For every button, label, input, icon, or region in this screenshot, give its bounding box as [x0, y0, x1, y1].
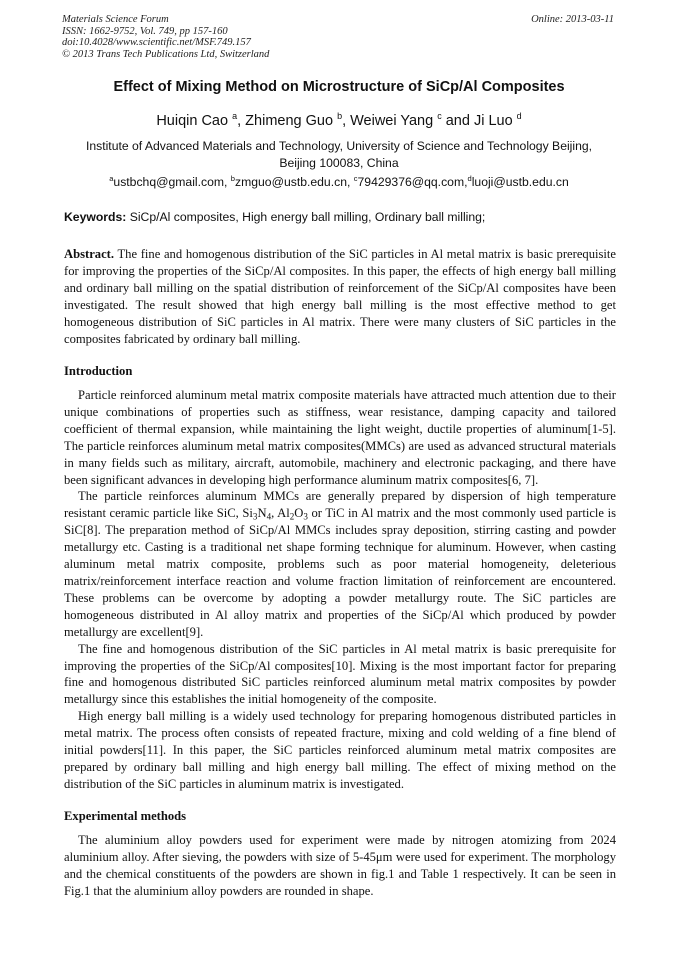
doi-line: doi:10.4028/www.scientific.net/MSF.749.157 — [62, 37, 251, 48]
section-heading-introduction: Introduction — [64, 364, 133, 378]
author-name: Zhimeng Guo — [245, 112, 334, 129]
copyright-line: © 2013 Trans Tech Publications Ltd, Switzerland — [62, 48, 270, 60]
email-mark: d — [467, 174, 472, 183]
issn-line: ISSN: 1662-9752, Vol. 749, pp 157-160 — [62, 25, 228, 37]
email-list: $^a$ustbchq@gmail.com, $^b$zmguo@ustb.edu.cn, $^c$79429376@qq.com,$^d$luoji@ustb.edu.cn — [109, 174, 569, 190]
email-address[interactable]: zmguo@ustb.edu.cn — [235, 175, 347, 190]
affiliation: Institute of Advanced Materials and Technology, University of Science and Technology Beijing, Beijing 100083, China — [85, 139, 593, 170]
author-name: Ji Luo — [473, 112, 513, 129]
intro-paragraph-4: High energy ball milling is a widely used technology for preparing homogenous distributed particles in metal matrix. The process often consists of repeated fracture, mixing and cold welding of a fine blend of initial powders[11]. In this paper, the SiC particles reinforced aluminum metal matrix composites are prepared by ordinary ball milling and high energy ball milling. The effect of mixing method on the distribution of the SiC particles in aluminum matrix is investigated. — [64, 709, 616, 791]
experimental-paragraph-1: The aluminium alloy powders used for experiment were made by nitrogen atomizing from 2024 aluminium alloy. After sieving, the powders with size of 5-45μm were used for experiment. The morphology and the chemical constituents of the powders are shown in fig.1 and Table 1 respectively. It can be seen in Fig.1 that the aluminium alloy powders are rounded in shape. — [64, 833, 616, 898]
introduction-body — [64, 387, 616, 793]
email-mark: c — [353, 174, 358, 183]
email-address[interactable]: 79429376@qq.com — [357, 175, 465, 190]
author-affil-mark: b — [337, 111, 343, 121]
author-name: Weiwei Yang — [350, 112, 434, 129]
online-date: Online: 2013-03-11 — [531, 14, 614, 25]
intro-paragraph-3: The fine and homogenous distribution of the SiC particles in Al metal matrix is basic prerequisite for improving the properties of the SiCp/Al composites[10]. Mixing is the most important factor for preparing fine and homogenous distributed SiC particles reinforced aluminum metal matrix composites by powder metallurgy since this establishes the initial homogeneity of the composite. — [64, 641, 616, 707]
keywords — [64, 210, 616, 224]
keywords-label: Keywords: — [64, 210, 127, 224]
author-affil-mark: c — [437, 111, 442, 121]
intro-paragraph-1: Particle reinforced aluminum metal matrix composite materials have attracted much attention due to their unique combinations of properties such as stiffness, wear resistance, damping capacity and tailored coefficient of thermal expansion, while maintaining the light weight, ductile properties of aluminum[1-5]. The particle reinforces aluminum metal matrix composites(MMCs) are used as advanced structural materials in many fields such as military, aircraft, automobile, machinery and electronic packaging, and there have been significant advances in developing high performance aluminum matrix composites[6, 7]. — [64, 388, 616, 487]
experimental-body — [64, 832, 616, 900]
abstract-label: Abstract. — [64, 247, 115, 261]
paper-title: Effect of Mixing Method on Microstructure of SiCp/Al Composites — [113, 79, 565, 95]
author-affil-mark: a — [232, 111, 238, 121]
keywords-text: SiCp/Al composites, High energy ball milling, Ordinary ball milling; — [129, 210, 486, 224]
email-address[interactable]: ustbchq@gmail.com — [113, 175, 225, 190]
abstract-paragraph — [64, 246, 616, 347]
section-heading-experimental: Experimental methods — [64, 809, 187, 823]
email-address[interactable]: luoji@ustb.edu.cn — [471, 175, 569, 190]
author-list: Huiqin Cao $^a$, Zhimeng Guo $^b$, Weiwei Yang $^c$ and Ji Luo $^d$ — [156, 111, 522, 129]
journal-name: Materials Science Forum — [62, 14, 169, 25]
email-mark: a — [109, 174, 114, 183]
abstract — [64, 246, 616, 347]
abstract-text: The fine and homogenous distribution of the SiC particles in Al metal matrix is basic prerequisite for improving the properties of the SiCp/Al composites. In this paper, the effects of high energy ball milling and ordinary ball milling on the spatial distribution of reinforcement of the SiCp/Al composites have been investigated. The result showed that high energy ball milling is the most effective method to get homogeneous distribution of SiC particles in Al matrix. There were many clusters of SiC particles in the composites fabricated by ordinary ball milling. — [64, 247, 616, 346]
author-name: Huiqin Cao — [156, 112, 229, 129]
author-affil-mark: d — [516, 111, 522, 121]
journal-header — [62, 14, 269, 60]
email-mark: b — [230, 174, 235, 183]
intro-paragraph-2: The particle reinforces aluminum MMCs are generally prepared by dispersion of high temperature resistant ceramic particle like SiC, $Si_3N_4$, $Al_2O_3$ or TiC in Al matrix and the most commonly used particle is SiC[8]. The preparation method of SiCp/Al MMCs includes spray deposition, stirring casting and powder metallurgy etc. Casting is a traditional net shape forming technique for aluminum. However, when casting aluminum metal matrix composite, problems such as poor material homogeneity, deleterious matrix/reinforcement interface reaction and volume fraction limitation of reinforcement are encountered. These problems can be overcome by adopting a powder metallurgy route. The SiC particles are homogeneous distributed in Al alloy matrix and properties of the SiCp/Al which produced by powder metallurgy are excellent[9]. — [64, 489, 617, 639]
